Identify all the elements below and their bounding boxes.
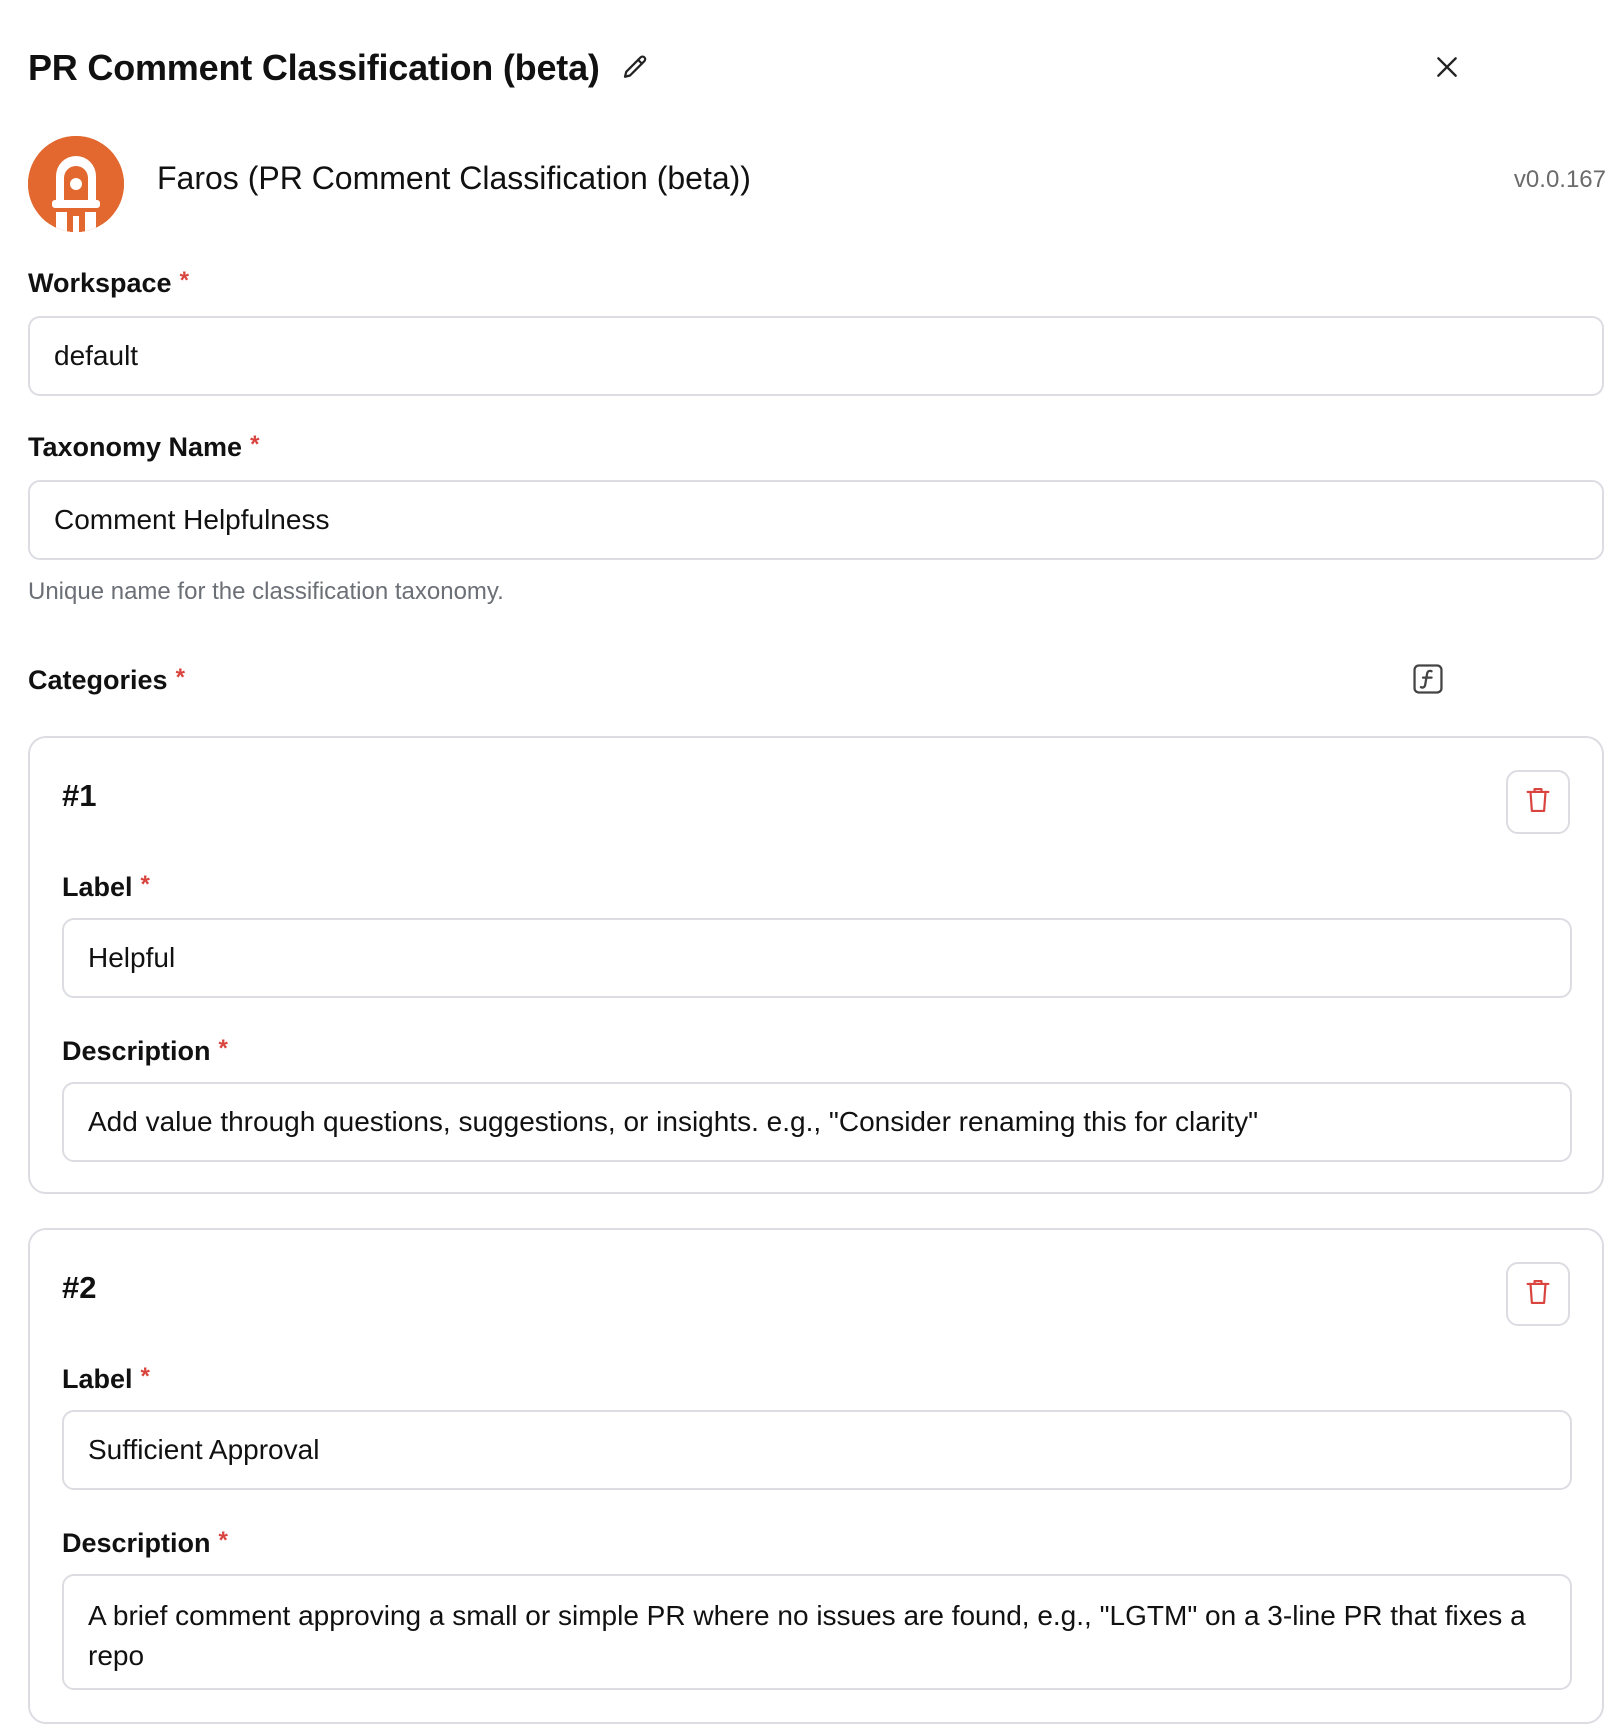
required-mark: * [250,431,260,458]
connector-name: Faros (PR Comment Classification (beta)) [157,160,751,196]
taxonomy-label-text: Taxonomy Name [28,432,243,462]
taxonomy-label [28,432,259,463]
title-row [28,44,652,92]
description-field-label-text: Description [62,1036,211,1066]
category-description-input[interactable]: Add value through questions, suggestions, or insights. e.g., "Consider renaming this for clarity" [62,1082,1572,1162]
category-card [28,1228,1604,1724]
label-field-label [62,1364,150,1395]
description-field-label-text: Description [62,1528,211,1558]
category-description-input[interactable]: A brief comment approving a small or simple PR where no issues are found, e.g., "LGTM" on a 3-line PR that fixes a repo [62,1574,1572,1690]
description-field-label [62,1528,228,1559]
workspace-label [28,268,189,299]
function-icon[interactable] [1410,661,1446,697]
description-field-label [62,1036,228,1067]
label-field-label [62,872,150,903]
required-mark: * [179,267,189,294]
required-mark: * [140,871,150,898]
page-title: PR Comment Classification (beta) [28,47,600,88]
category-label-input[interactable]: Sufficient Approval [62,1410,1572,1490]
required-mark: * [218,1035,228,1062]
trash-icon [1524,1277,1552,1312]
delete-category-button[interactable] [1506,1262,1570,1326]
workspace-input[interactable]: default [28,316,1604,396]
required-mark: * [175,664,185,691]
category-label-input[interactable]: Helpful [62,918,1572,998]
label-field-label-text: Label [62,1364,133,1394]
taxonomy-name-input[interactable]: Comment Helpfulness [28,480,1604,560]
required-mark: * [140,1363,150,1390]
category-number: #2 [62,1270,97,1305]
version-label: v0.0.167 [1513,166,1606,193]
categories-label [28,665,185,696]
category-card [28,736,1604,1194]
categories-label-text: Categories [28,665,168,695]
workspace-label-text: Workspace [28,268,172,298]
close-icon[interactable] [1430,50,1464,84]
pencil-icon[interactable] [618,51,652,85]
trash-icon [1524,785,1552,820]
taxonomy-helper-text: Unique name for the classification taxonomy. [28,578,504,605]
delete-category-button[interactable] [1506,770,1570,834]
category-number: #1 [62,778,97,813]
connector-logo [28,136,124,232]
required-mark: * [218,1527,228,1554]
label-field-label-text: Label [62,872,133,902]
